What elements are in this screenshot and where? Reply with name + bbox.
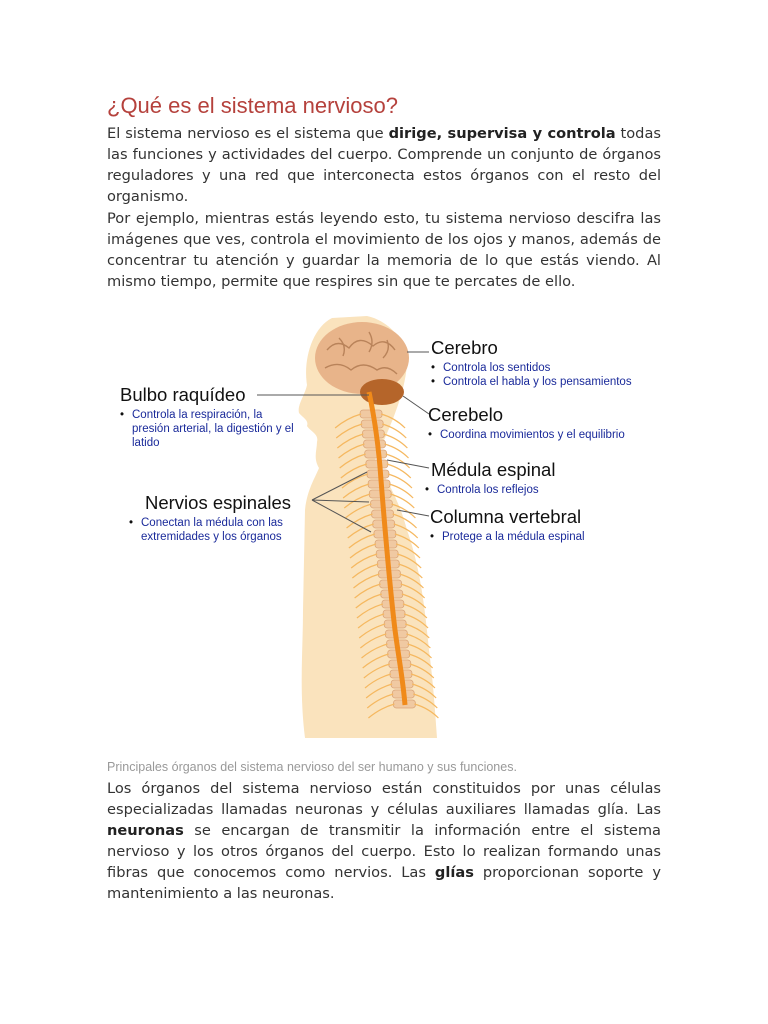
bold-text: glías (434, 864, 474, 881)
text-run: proporcionan soporte y mantenimiento a las neuronas. (107, 864, 661, 902)
label-item: • Conectan la médula con las extremidades y los órganos (129, 516, 325, 544)
nervous-system-figure (107, 310, 667, 740)
vertebra (364, 440, 386, 448)
label-item: • Coordina movimientos y el equilibrio (428, 428, 625, 442)
vertebra (365, 450, 387, 458)
label-item: • Controla los sentidos (431, 361, 632, 375)
label-cerebelo (428, 404, 625, 442)
label-title: Cerebro (431, 337, 498, 358)
intro-paragraph (107, 123, 661, 207)
label-cerebro (431, 337, 632, 389)
label-item: • Controla la respiración, la presión arterial, la digestión y el latido (120, 408, 300, 450)
bold-text: neuronas (107, 822, 184, 839)
label-title: Columna vertebral (430, 506, 582, 527)
text-run: El sistema nervioso es el sistema que (107, 125, 389, 142)
bold-text: dirige, supervisa y controla (388, 125, 616, 142)
example-paragraph: Por ejemplo, mientras estás leyendo esto, tu sistema nervioso descifra las imágenes que ves, controla el movimiento de los ojos y manos, además de concentrar tu atención y guardar la memoria de lo que estás viendo. Al mismo tiempo, permite que respires sin que te percates de ello. (107, 210, 661, 290)
label-item: • Controla los reflejos (425, 483, 555, 497)
text-run: Los órganos del sistema nervioso están constituidos por unas células especializadas llamadas neuronas y células auxiliares llamadas glía. Las (107, 780, 661, 818)
label-title: Médula espinal (431, 459, 556, 480)
label-title: Cerebelo (428, 404, 504, 425)
label-item: • Controla el habla y los pensamientos (431, 375, 632, 389)
vertebra (366, 460, 388, 468)
cerebellum (360, 379, 404, 405)
text-run: se encargan de transmitir la información entre el sistema nervioso y los otros órganos del cuerpo. Esto lo realizan formando unas fibras que conocemos como nervios. Las (107, 822, 661, 881)
text-run: todas las funciones y actividades del cuerpo. Comprende un conjunto de órganos reguladores y una red que interconecta estos órganos con el resto del organismo. (107, 125, 661, 205)
label-nervios (141, 492, 325, 544)
page-title: ¿Qué es el sistema nervioso? (107, 93, 399, 118)
label-medula (431, 459, 555, 497)
label-title: Bulbo raquídeo (120, 384, 246, 405)
figure-caption: Principales órganos del sistema nervioso del ser humano y sus funciones. (107, 760, 517, 774)
label-columna (430, 506, 585, 544)
label-title: Nervios espinales (145, 492, 292, 513)
neurons-paragraph (107, 778, 661, 904)
vertebra (362, 430, 384, 438)
label-bulbo (120, 384, 300, 450)
label-item: • Protege a la médula espinal (430, 530, 585, 544)
